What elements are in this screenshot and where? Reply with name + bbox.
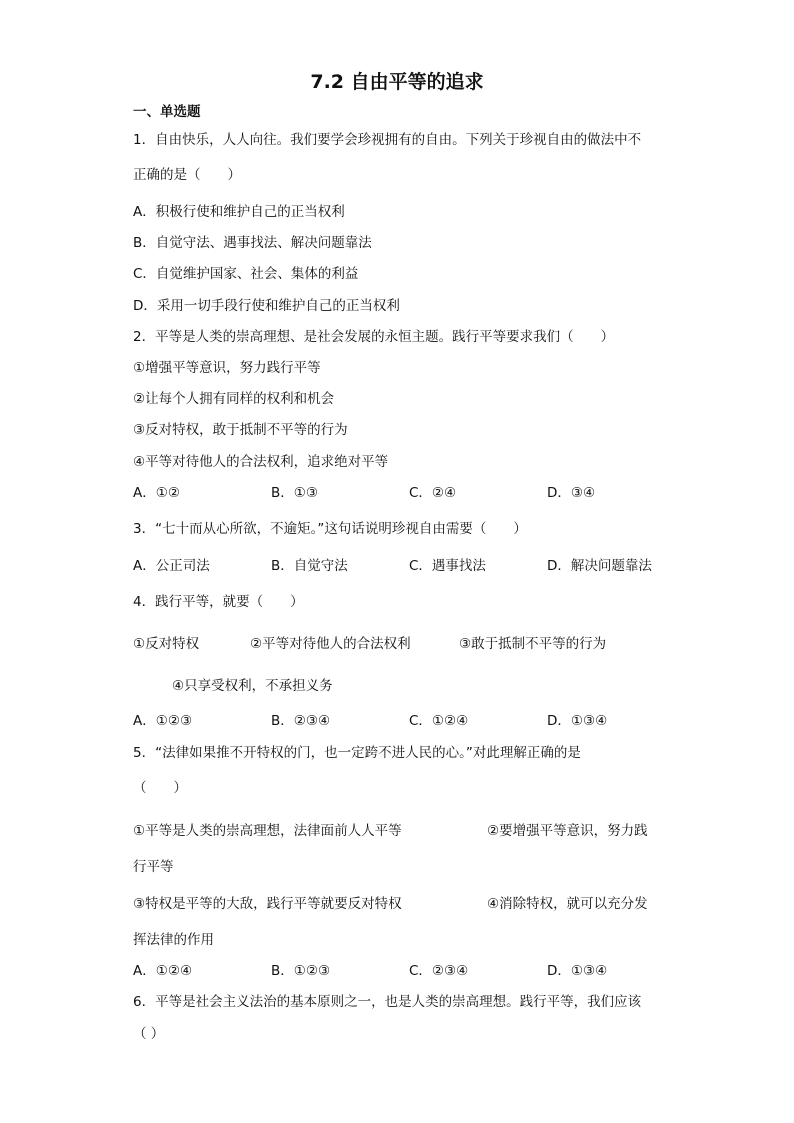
q4-stem: 4．践行平等，就要（ ） <box>133 594 304 610</box>
q3-option-b: B．自觉守法 <box>271 558 348 574</box>
q2-option-b: B．①③ <box>271 485 318 501</box>
q5-statement-4-line2: 挥法律的作用 <box>133 932 214 948</box>
q2-statement-4: ④平等对待他人的合法权利，追求绝对平等 <box>133 454 389 470</box>
q1-option-b: B．自觉守法、遇事找法、解决问题靠法 <box>133 235 372 251</box>
q5-statement-4-line1: ④消除特权，就可以充分发 <box>487 896 648 912</box>
q5-statement-1: ①平等是人类的崇高理想，法律面前人人平等 <box>133 823 402 839</box>
q4-option-a: A．①②③ <box>133 713 193 729</box>
q5-option-b: B．①②③ <box>271 963 331 979</box>
q2-statement-1: ①增强平等意识，努力践行平等 <box>133 360 321 376</box>
q3-stem: 3．“七十而从心所欲，不逾矩。”这句话说明珍视自由需要（ ） <box>133 521 527 537</box>
q5-option-c: C．②③④ <box>409 963 469 979</box>
q4-option-b: B．②③④ <box>271 713 331 729</box>
q6-stem-line2: （ ） <box>133 1026 165 1042</box>
q5-statement-2-line2: 行平等 <box>133 859 174 875</box>
q3-option-c: C．遇事找法 <box>409 558 486 574</box>
q1-option-d: D．采用一切手段行使和维护自己的正当权利 <box>133 298 400 314</box>
q6-stem-line1: 6．平等是社会主义法治的基本原则之一，也是人类的崇高理想。践行平等，我们应该 <box>133 994 642 1010</box>
q2-statement-2: ②让每个人拥有同样的权利和机会 <box>133 391 335 407</box>
q4-statement-1: ①反对特权 <box>133 636 200 652</box>
q3-option-a: A．公正司法 <box>133 558 210 574</box>
q5-stem-line2: （ ） <box>133 780 187 796</box>
q5-stem-line1: 5．“法律如果推不开特权的门，也一定跨不进人民的心。”对此理解正确的是 <box>133 745 581 761</box>
q5-option-d: D．①③④ <box>547 963 608 979</box>
q1-option-c: C．自觉维护国家、社会、集体的利益 <box>133 266 359 282</box>
q3-option-d: D．解决问题靠法 <box>547 558 652 574</box>
q1-stem-line2: 正确的是（ ） <box>133 167 241 183</box>
q4-option-c: C．①②④ <box>409 713 469 729</box>
q1-option-a: A．积极行使和维护自己的正当权利 <box>133 204 345 220</box>
page-title: 7.2 自由平等的追求 <box>310 71 484 93</box>
q4-option-d: D．①③④ <box>547 713 608 729</box>
q1-stem-line1: 1．自由快乐，人人向往。我们要学会珍视拥有的自由。下列关于珍视自由的做法中不 <box>133 132 642 148</box>
q2-statement-3: ③反对特权，敢于抵制不平等的行为 <box>133 422 348 438</box>
q4-statement-4: ④只享受权利，不承担义务 <box>172 678 333 694</box>
q2-stem: 2．平等是人类的崇高理想、是社会发展的永恒主题。践行平等要求我们（ ） <box>133 329 615 345</box>
q2-option-c: C．②④ <box>409 485 457 501</box>
q4-statement-2: ②平等对待他人的合法权利 <box>250 636 411 652</box>
q2-option-a: A．①② <box>133 485 180 501</box>
q5-option-a: A．①②④ <box>133 963 193 979</box>
q2-option-d: D．③④ <box>547 485 596 501</box>
q5-statement-2-line1: ②要增强平等意识，努力践 <box>487 823 648 839</box>
q5-statement-3: ③特权是平等的大敌，践行平等就要反对特权 <box>133 896 402 912</box>
q4-statement-3: ③敢于抵制不平等的行为 <box>459 636 607 652</box>
section-heading: 一、单选题 <box>133 104 201 120</box>
